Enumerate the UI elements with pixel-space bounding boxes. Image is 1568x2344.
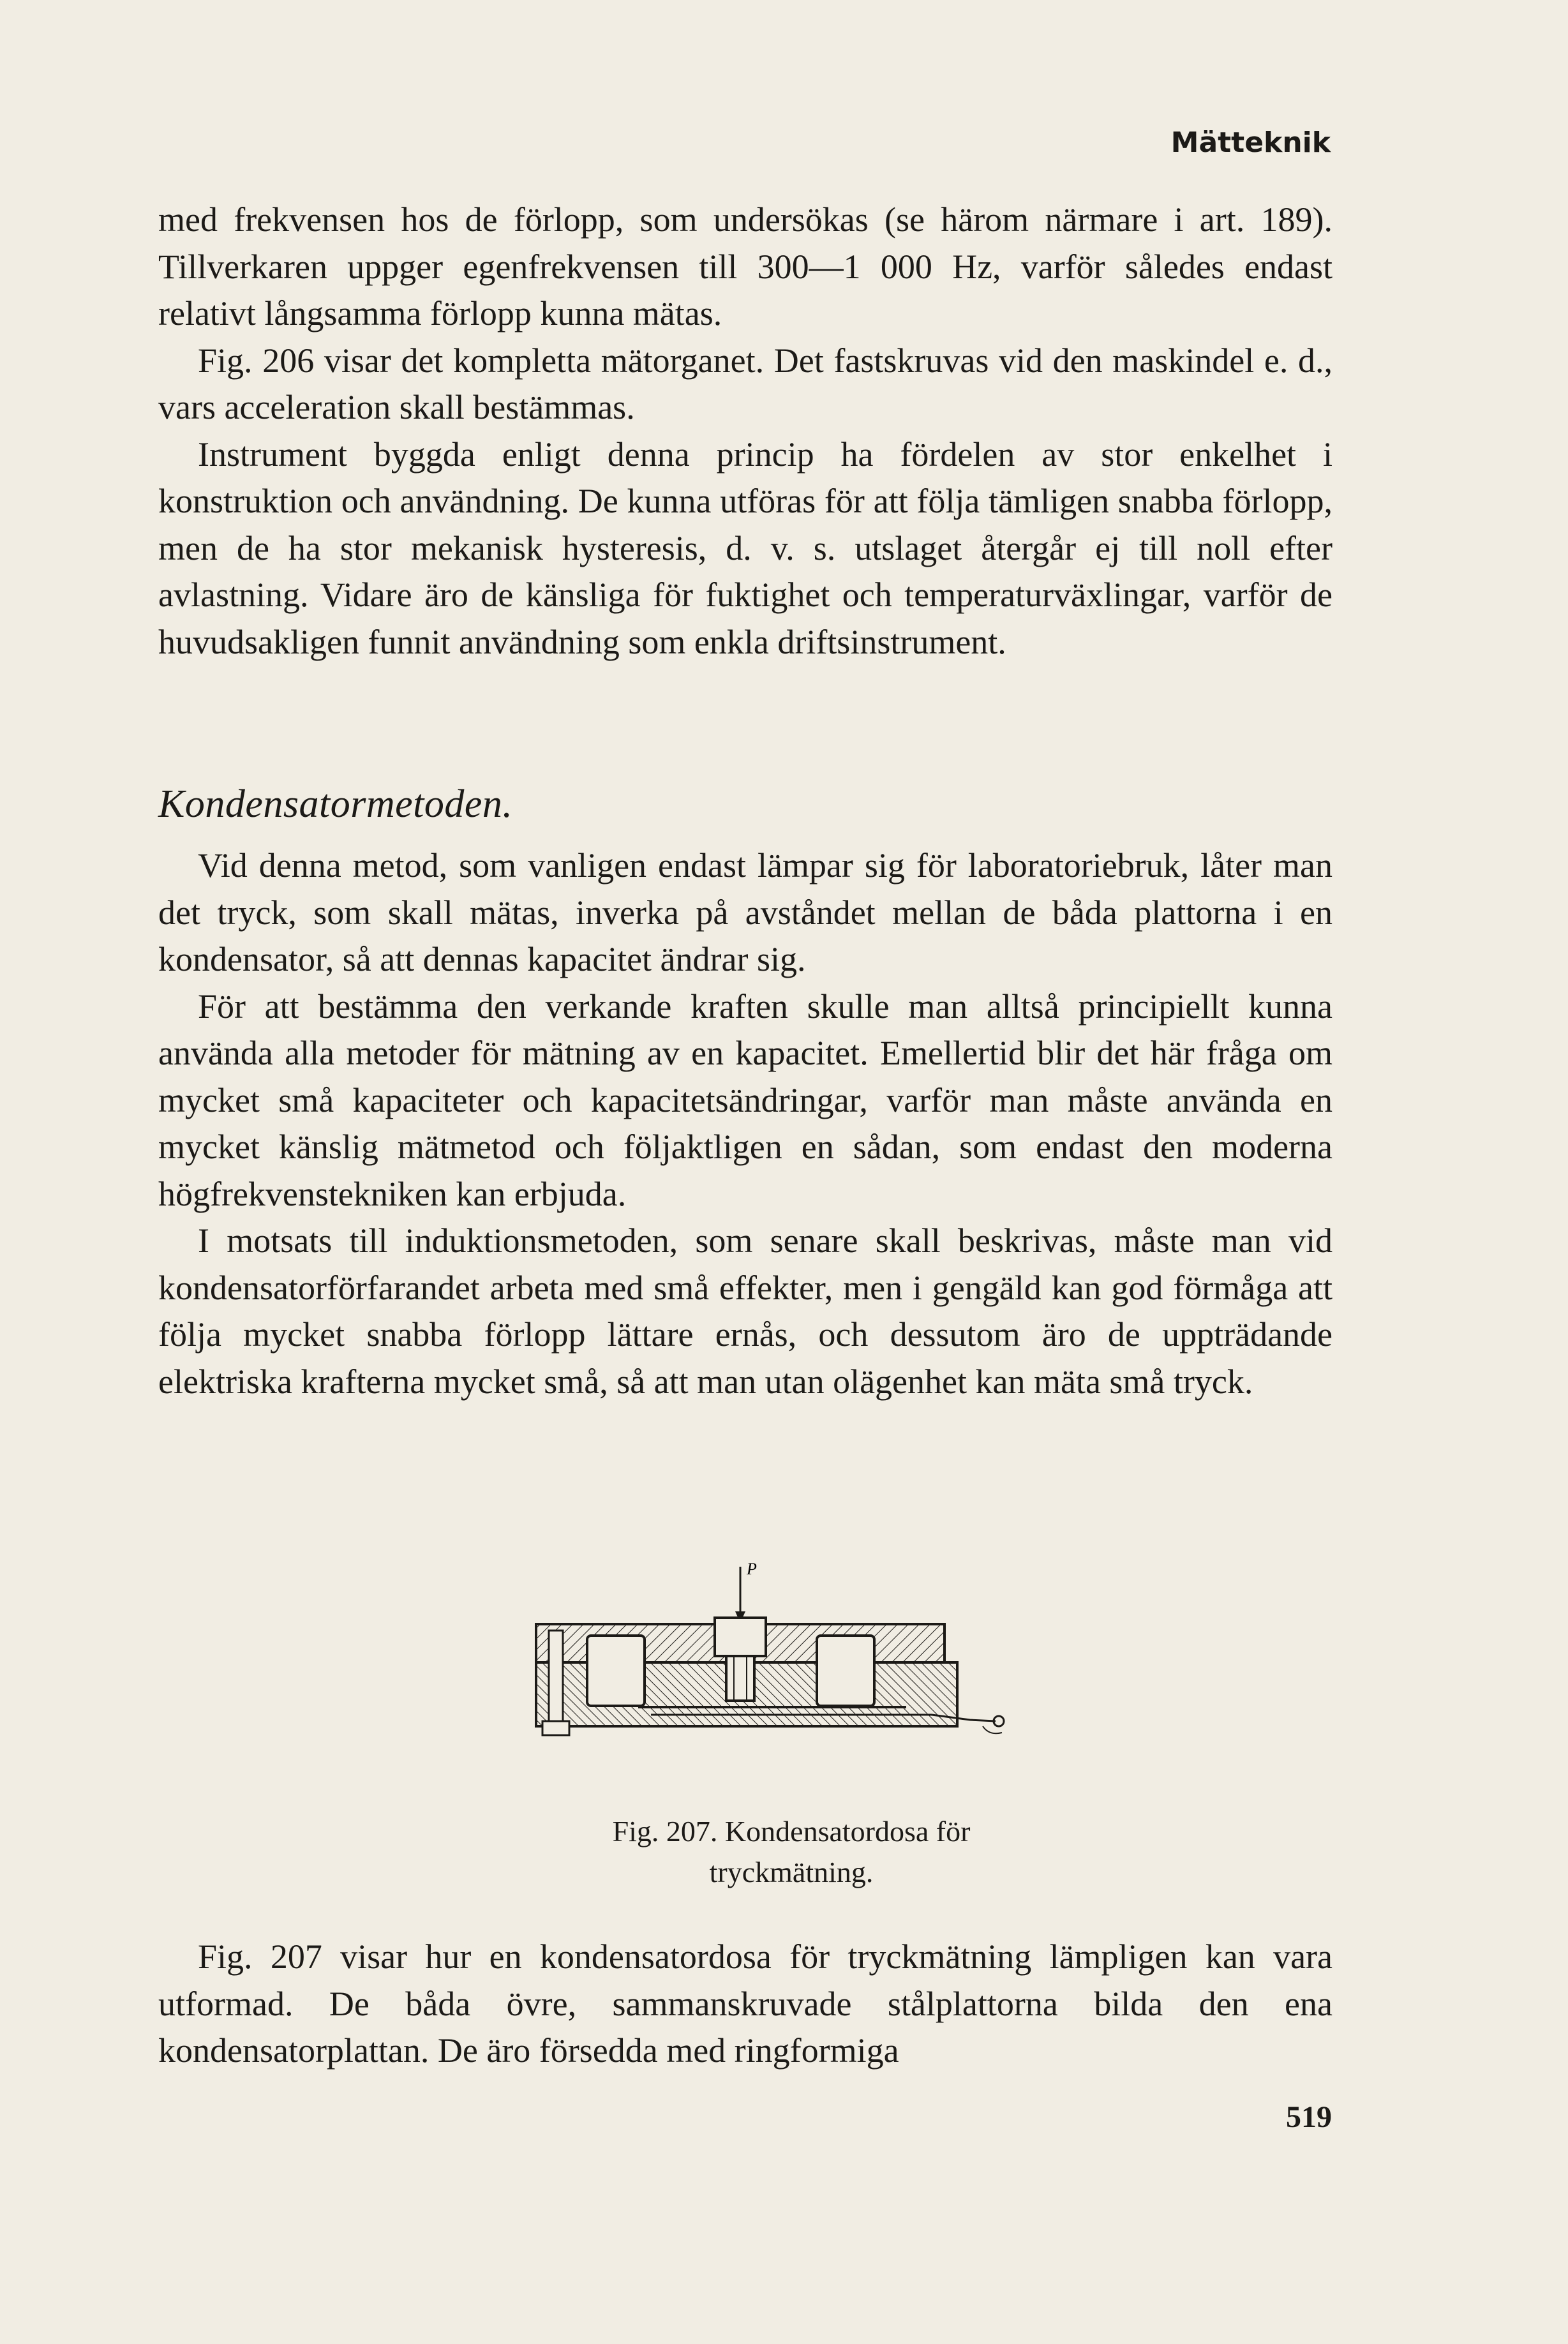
caption-line-2: tryckmätning. bbox=[709, 1856, 874, 1888]
paragraph-1: med frekvensen hos de förlopp, som undersökas (se härom närmare i art. 189). Tillverkaren uppger egenfrekvensen till 300—1 000 Hz, varför således endast relativt långsamma förlopp kunna mätas. bbox=[158, 200, 1333, 332]
paragraph-5: För att bestämma den verkande kraften skulle man alltså principiellt kunna använda alla metoder för mätning av en kapacitet. Emellertid blir det här fråga om mycket små kapaciteter och kapacitetsändringar, varför man måste använda en mycket känslig mätmetod och följaktligen en sådan, som endast den moderna högfrekvenstekniken kan erbjuda. bbox=[158, 987, 1333, 1213]
top-text-block bbox=[158, 197, 1333, 666]
condenser-box-drawing bbox=[523, 1554, 1047, 1796]
figure-caption bbox=[511, 1811, 1072, 1893]
caption-line-1: Fig. 207. Kondensatordosa för bbox=[612, 1815, 971, 1848]
paragraph-4: Vid denna metod, som vanligen endast lämpar sig för laboratoriebruk, låter man det tryck, som skall mätas, inverka på avståndet mellan de båda plattorna i en kondensator, så att dennas kapacitet ändrar sig. bbox=[158, 846, 1333, 978]
paragraph-2: Fig. 206 visar det kompletta mätorganet. Det fastskruvas vid den maskindel e. d., vars acceleration skall bestämmas. bbox=[158, 341, 1333, 426]
page-number: 519 bbox=[1286, 2100, 1332, 2134]
middle-text-block bbox=[158, 842, 1333, 1405]
paragraph-6: I motsats till induktionsmetoden, som senare skall beskrivas, måste man vid kondensatorförfarandet arbeta med små effekter, men i gengäld kan god förmåga att följa mycket snabba förlopp lättare ernås, och dessutom äro de uppträdande elektriska krafterna mycket små, så att man utan olägenhet kan mäta små tryck. bbox=[158, 1221, 1333, 1401]
force-label: P bbox=[747, 1560, 757, 1578]
bottom-text-block bbox=[158, 1934, 1333, 2075]
section-heading: Kondensatormetoden. bbox=[158, 782, 513, 826]
running-header: Mätteknik bbox=[1170, 126, 1331, 159]
paragraph-7: Fig. 207 visar hur en kondensatordosa för tryckmätning lämpligen kan vara utformad. De båda övre, sammanskruvade stålplattorna bilda den ena kondensatorplattan. De äro försedda med ringformiga bbox=[158, 1937, 1333, 2070]
paragraph-3: Instrument byggda enligt denna princip ha fördelen av stor enkelhet i konstruktion och användning. De kunna utföras för att följa tämligen snabba förlopp, men de ha stor mekanisk hysteresis, d. v. s. utslaget återgår ej till noll efter avlastning. Vidare äro de känsliga för fuktighet och temperaturväxlingar, varför de huvudsakligen funnit användning som enkla driftsinstrument. bbox=[158, 435, 1333, 661]
